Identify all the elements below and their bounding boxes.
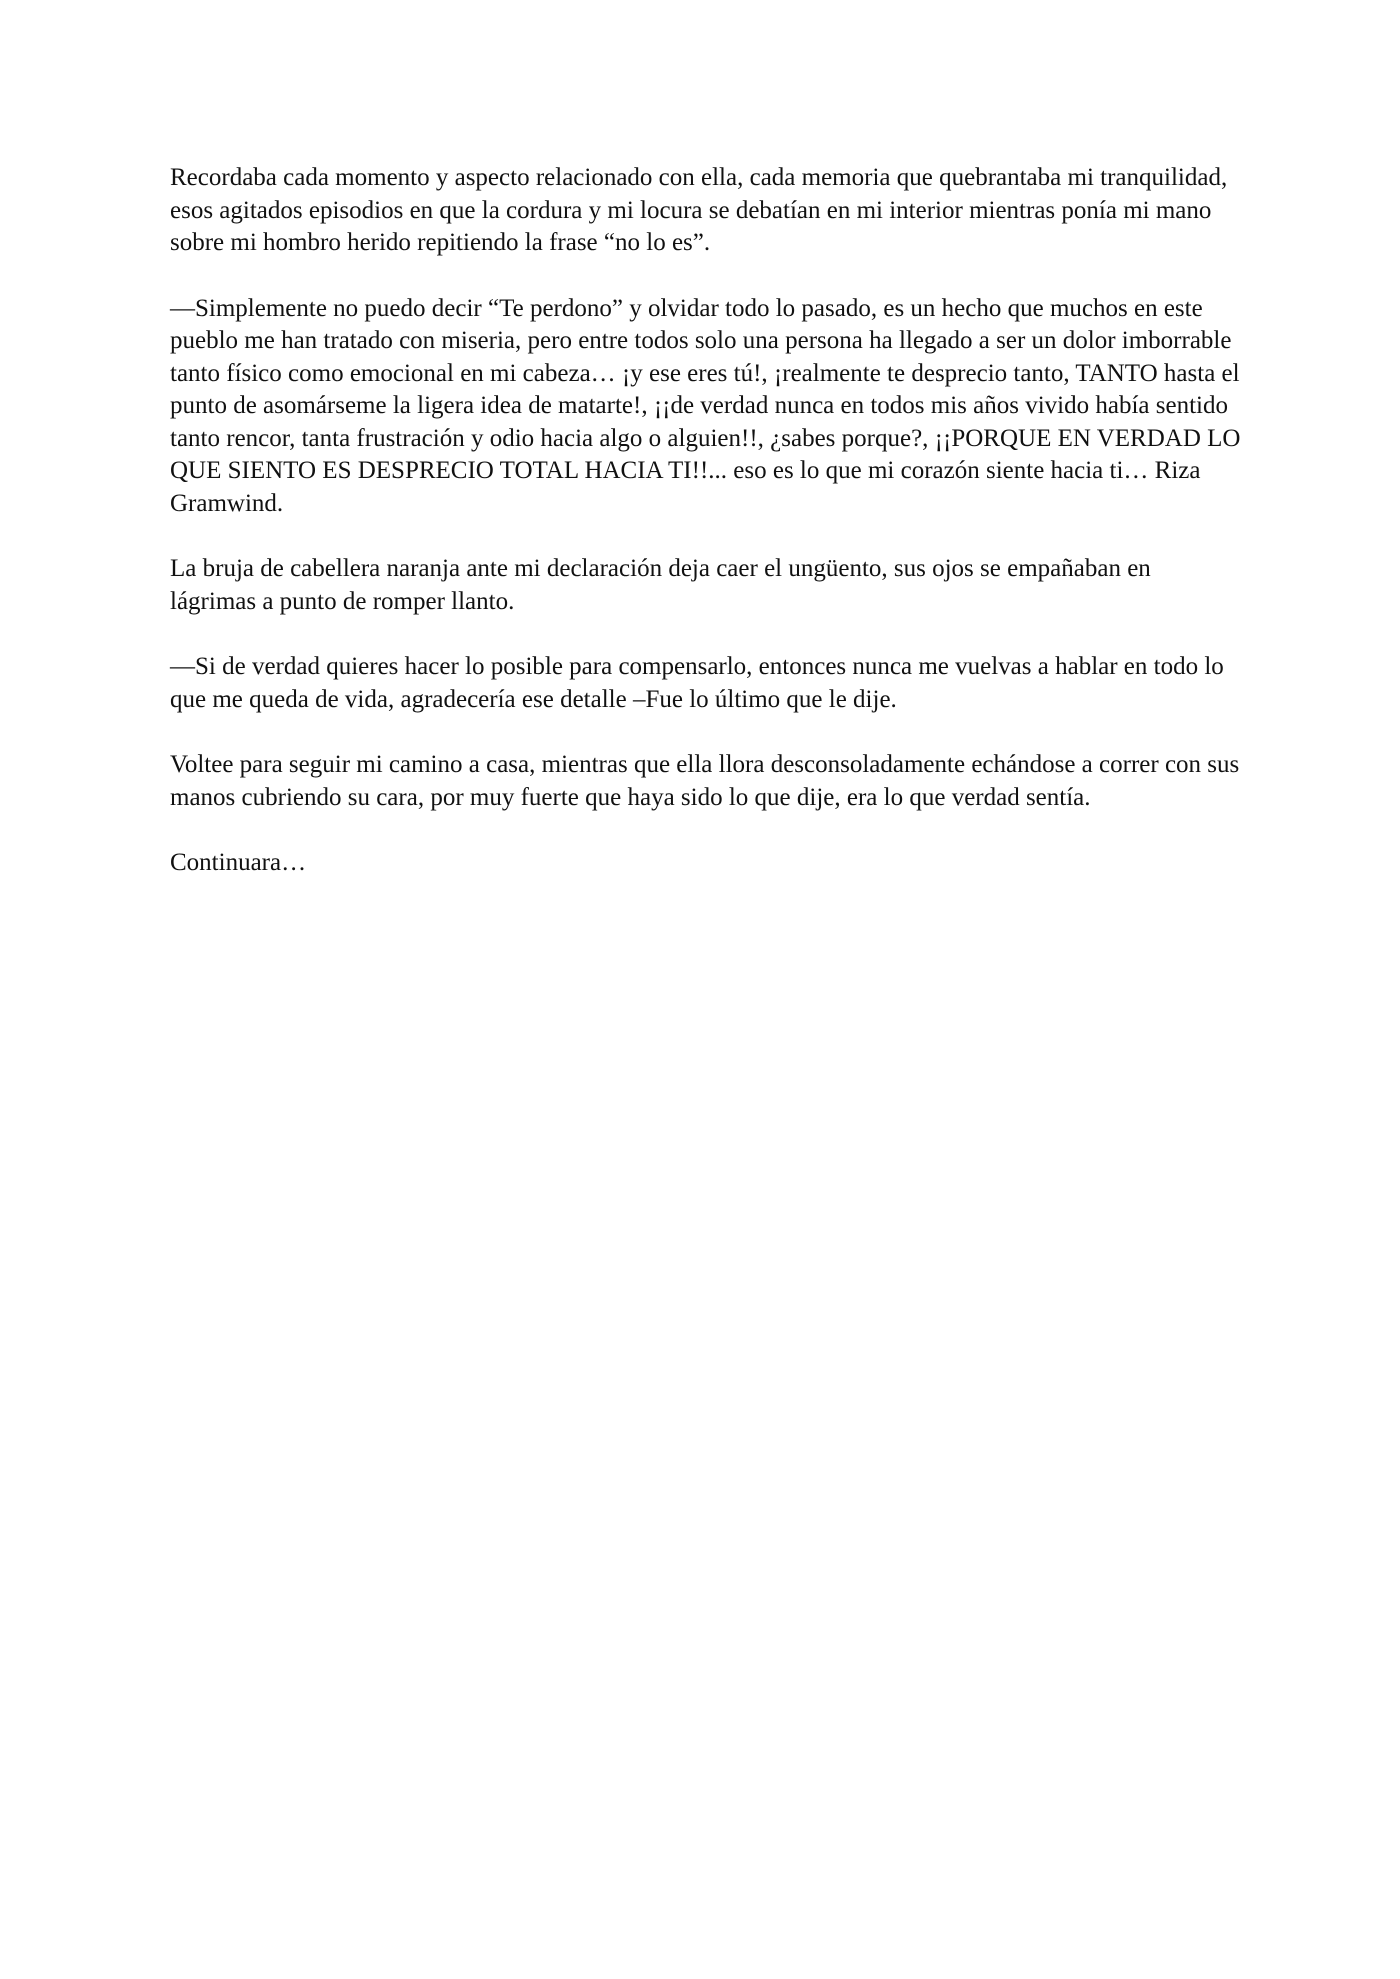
paragraph-dialogue-perdono: —Simplemente no puedo decir “Te perdono” y olvidar todo lo pasado, es un hecho que muchos en este pueblo me han tratado con miseria, pero entre todos solo una persona ha llegado a ser un dolor imborrable tanto físico como emocional en mi cabeza… ¡y ese eres tú!, ¡realmente te desprecio tanto, TANTO hasta el punto de asomárseme la ligera idea de matarte!, ¡¡de verdad nunca en todos mis años vivido había sentido tanto rencor, tanta frustración y odio hacia algo o alguien!!, ¿sabes porque?, ¡¡PORQUE EN VERDAD LO QUE SIENTO ES DESPRECIO TOTAL HACIA TI!!... eso es lo que mi corazón siente hacia ti… Riza Gramwind. — [170, 294, 1241, 517]
paragraph-bruja: La bruja de cabellera naranja ante mi declaración deja caer el ungüento, sus ojos se empañaban en lágrimas a punto de romper llanto. — [170, 555, 1151, 615]
paragraph-voltee: Voltee para seguir mi camino a casa, mientras que ella llora desconsoladamente echándose a correr con sus manos cubriendo su cara, por muy fuerte que haya sido lo que dije, era lo que verdad sentía. — [170, 751, 1240, 811]
paragraph-continuara: Continuara… — [170, 849, 307, 876]
document-body — [170, 162, 1242, 913]
paragraph-dialogue-compensarlo: —Si de verdad quieres hacer lo posible para compensarlo, entonces nunca me vuelvas a hablar en todo lo que me queda de vida, agradecería ese detalle –Fue lo último que le dije. — [170, 653, 1224, 713]
paragraph-recordaba: Recordaba cada momento y aspecto relacionado con ella, cada memoria que quebrantaba mi tranquilidad, esos agitados episodios en que la cordura y mi locura se debatían en mi interior mientras ponía mi mano sobre mi hombro herido repitiendo la frase “no lo es”. — [170, 164, 1228, 256]
